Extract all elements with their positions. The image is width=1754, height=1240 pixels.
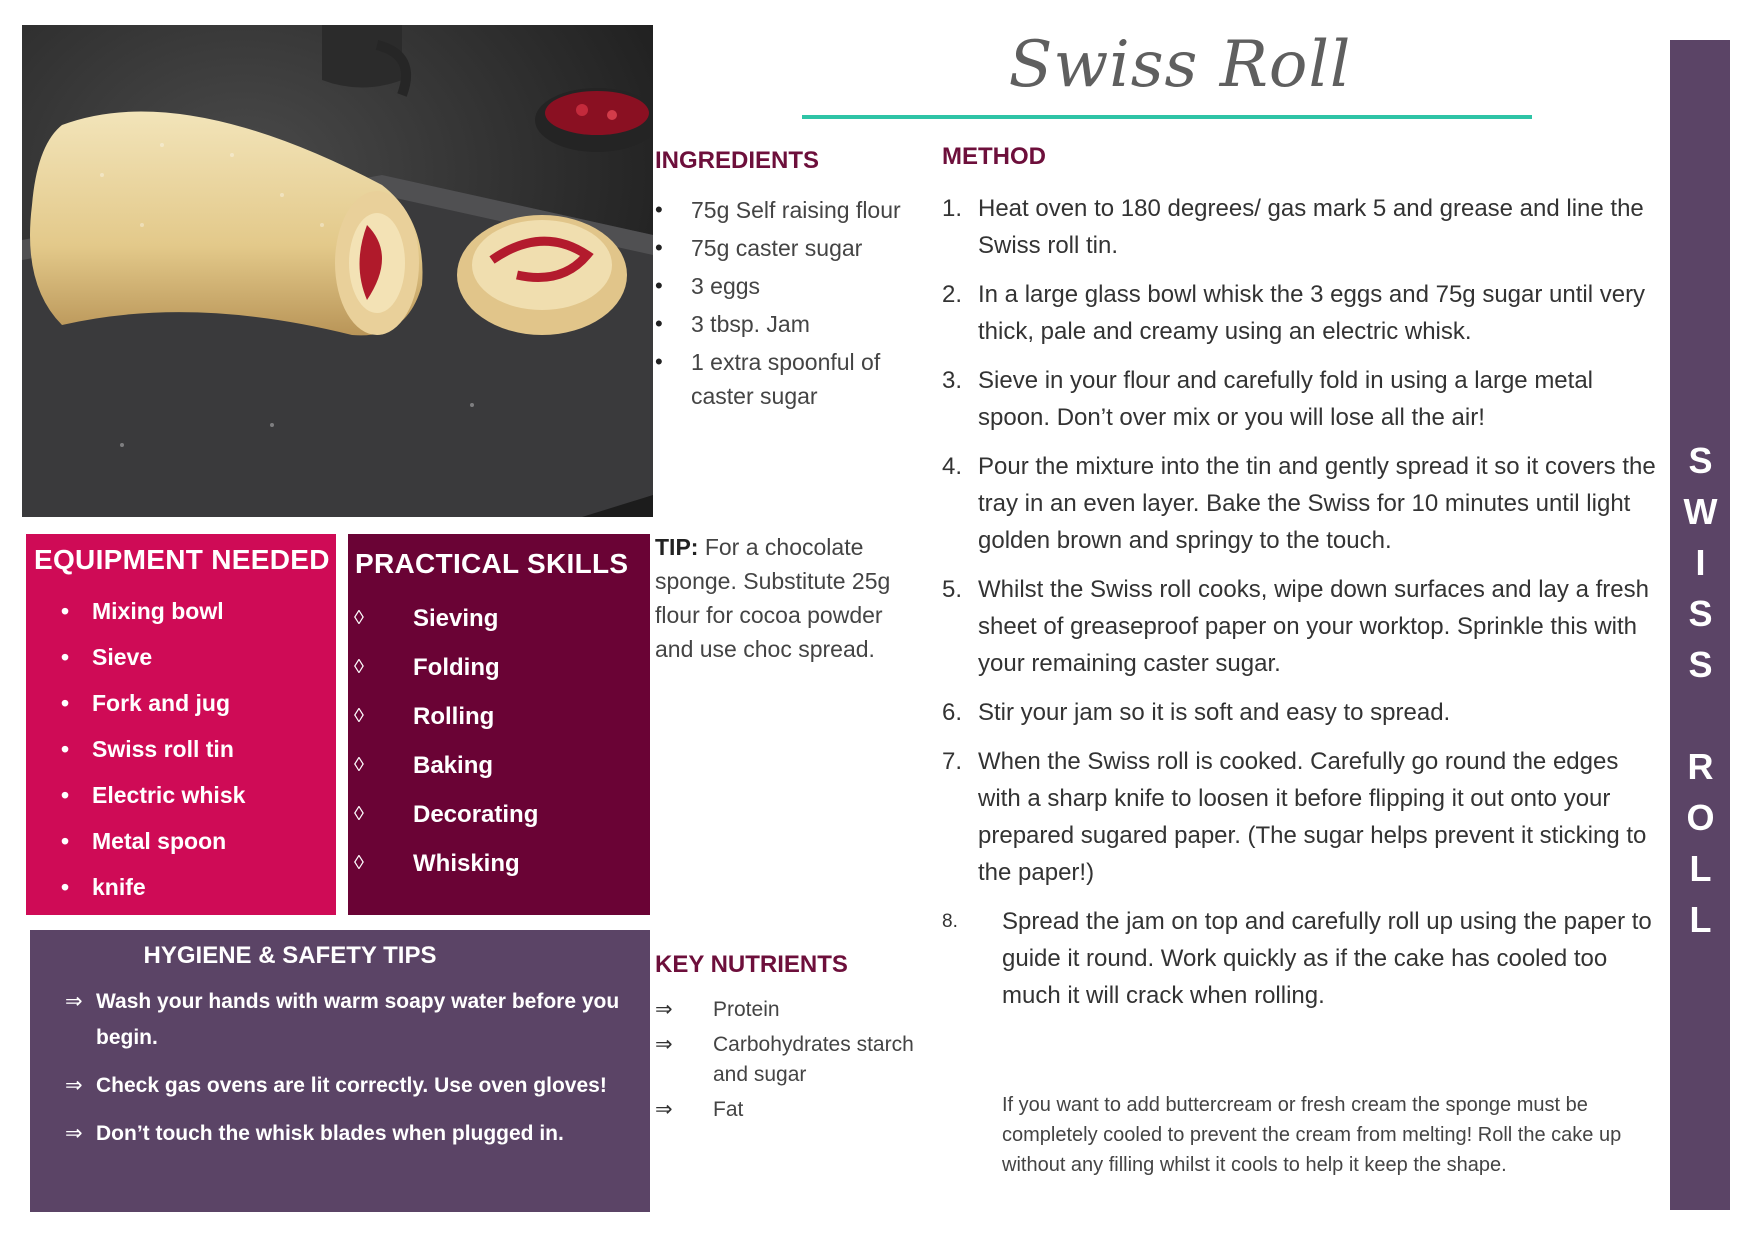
skill-item: ◊ Decorating — [348, 790, 650, 839]
nutrient-item: ⇒ Protein — [655, 995, 925, 1025]
skill-item: ◊ Sieving — [348, 594, 650, 643]
nutrient-item: ⇒ Carbohydrates starch and sugar — [655, 1030, 925, 1090]
tip-text — [655, 530, 915, 666]
ingredient-item: • 3 eggs — [655, 269, 915, 303]
step-number: 7. — [942, 748, 963, 775]
method-steps — [942, 190, 1662, 1026]
step-number: 2. — [942, 281, 963, 308]
method-step — [942, 743, 1662, 891]
equipment-item: • Electric whisk — [26, 772, 336, 818]
method-step — [942, 362, 1662, 436]
practical-skills-heading: PRACTICAL SKILLS — [355, 548, 629, 579]
hygiene-item: ⇒ Check gas ovens are lit correctly. Use oven gloves! — [30, 1068, 650, 1104]
equipment-item: • Fork and jug — [26, 680, 336, 726]
hygiene-item: ⇒ Wash your hands with warm soapy water before you begin. — [30, 984, 650, 1056]
method-step — [942, 903, 1662, 1014]
step-text: Heat oven to 180 degrees/ gas mark 5 and grease and line the Swiss roll tin. — [978, 195, 1644, 259]
hygiene-item: ⇒ Don’t touch the whisk blades when plugged in. — [30, 1116, 650, 1152]
method-step — [942, 694, 1662, 731]
key-nutrients-heading: KEY NUTRIENTS — [655, 951, 848, 978]
title-underline — [802, 115, 1532, 119]
hygiene-heading: HYGIENE & SAFETY TIPS — [143, 942, 437, 969]
swiss-roll-photo — [22, 25, 653, 517]
method-step — [942, 571, 1662, 682]
step-text: Stir your jam so it is soft and easy to spread. — [978, 699, 1451, 726]
step-text: When the Swiss roll is cooked. Carefully go round the edges with a sharp knife to loosen it before flipping it out onto your prepared sugared paper. (The sugar helps prevent it sticking to the paper!) — [978, 748, 1647, 886]
ingredient-item: • 3 tbsp. Jam — [655, 307, 915, 341]
step-number: 4. — [942, 453, 963, 480]
sidebar-label: SWISS ROLL — [1680, 440, 1721, 950]
step-number: 8. — [942, 911, 958, 932]
skill-item: ◊ Whisking — [348, 839, 650, 888]
skill-item: ◊ Rolling — [348, 692, 650, 741]
step-number: 3. — [942, 367, 963, 394]
key-nutrients-list — [655, 995, 925, 1130]
method-note: If you want to add buttercream or fresh cream the sponge must be completely cooled to prevent the cream from melting! Roll the cake up without any filling whilst it cools to help it keep the shape. — [1002, 1094, 1622, 1176]
equipment-item: • Metal spoon — [26, 818, 336, 864]
practical-skills-list — [348, 594, 650, 888]
method-step — [942, 190, 1662, 264]
practical-skills-box — [348, 534, 650, 915]
step-number: 6. — [942, 699, 963, 726]
method-step — [942, 276, 1662, 350]
equipment-item: • knife — [26, 864, 336, 910]
step-text: Pour the mixture into the tin and gently spread it so it covers the tray in an even layer. Bake the Swiss for 10 minutes until light golden brown and springy to the touch. — [978, 453, 1656, 554]
equipment-item: • Swiss roll tin — [26, 726, 336, 772]
hygiene-safety-box — [30, 930, 650, 1212]
ingredient-item: • 75g Self raising flour — [655, 193, 915, 227]
ingredient-item: • 1 extra spoonful of caster sugar — [655, 345, 915, 413]
equipment-box — [26, 534, 336, 915]
equipment-list — [26, 588, 336, 910]
hygiene-list — [30, 984, 650, 1152]
step-text: Whilst the Swiss roll cooks, wipe down surfaces and lay a fresh sheet of greaseproof paper on your worktop. Sprinkle this with your remaining caster sugar. — [978, 576, 1649, 677]
equipment-item: • Mixing bowl — [26, 588, 336, 634]
step-number: 5. — [942, 576, 963, 603]
page-title: Swiss Roll — [1008, 28, 1352, 102]
step-number: 1. — [942, 195, 963, 222]
step-text: In a large glass bowl whisk the 3 eggs and 75g sugar until very thick, pale and creamy using an electric whisk. — [978, 281, 1646, 345]
skill-item: ◊ Folding — [348, 643, 650, 692]
ingredient-item: • 75g caster sugar — [655, 231, 915, 265]
method-heading: METHOD — [942, 143, 1046, 170]
step-text: Sieve in your flour and carefully fold in using a large metal spoon. Don’t over mix or you will lose all the air! — [978, 367, 1593, 431]
sidebar-band — [1670, 40, 1730, 1210]
step-text: Spread the jam on top and carefully roll up using the paper to guide it round. Work quickly as if the cake has cooled too much it will crack when rolling. — [1002, 908, 1652, 1009]
tip-body: For a chocolate sponge. Substitute 25g flour for cocoa powder and use choc spread. — [655, 534, 891, 662]
nutrient-item: ⇒ Fat — [655, 1095, 925, 1125]
tip-label: TIP: — [655, 534, 699, 560]
equipment-item: • Sieve — [26, 634, 336, 680]
method-step — [942, 448, 1662, 559]
equipment-heading: EQUIPMENT NEEDED — [34, 544, 330, 575]
ingredients-list — [655, 193, 915, 417]
ingredients-heading: INGREDIENTS — [655, 147, 820, 174]
skill-item: ◊ Baking — [348, 741, 650, 790]
